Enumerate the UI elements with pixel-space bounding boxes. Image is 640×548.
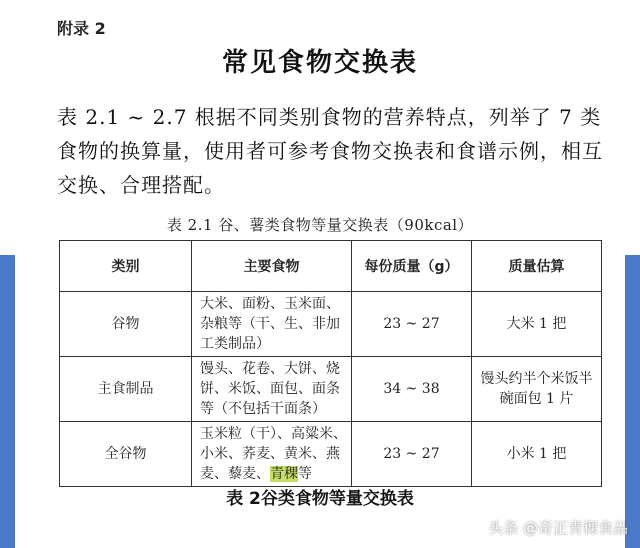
page-title: 常见食物交换表 xyxy=(221,48,418,78)
cell-weight: 34 ~ 38 xyxy=(352,357,472,422)
cell-weight: 23 ~ 27 xyxy=(352,422,472,487)
cell-estimate: 小米 1 把 xyxy=(472,422,602,487)
intro-paragraph: 表 2.1 ~ 2.7 根据不同类别食物的营养特点，列举了 7 类食物的换算量，使用者可参考食物交换表和食谱示例，相互交换、合理搭配。 xyxy=(57,105,603,197)
table-row xyxy=(60,292,602,357)
food-exchange-table xyxy=(59,240,602,487)
document-page xyxy=(15,0,625,548)
cell-category: 主食制品 xyxy=(60,357,192,422)
appendix-label: 附录 2 xyxy=(57,19,106,38)
highlighted-word: 青稞 xyxy=(270,466,298,482)
header-foods: 主要食物 xyxy=(192,241,352,292)
watermark: 头条 @奇正青稞食品 xyxy=(488,519,628,537)
table-header-row xyxy=(60,241,602,292)
cell-foods: 馒头、花卷、大饼、烧饼、米饭、面包、面条等（不包括干面条） xyxy=(192,357,352,422)
table-row xyxy=(60,422,602,487)
bottom-caption: 表 2谷类食物等量交换表 xyxy=(226,489,414,509)
foods-text-suffix: 等 xyxy=(298,466,312,482)
cell-foods xyxy=(192,422,352,487)
header-weight: 每份质量（g） xyxy=(352,241,472,292)
table-row xyxy=(60,357,602,422)
cell-estimate: 大米 1 把 xyxy=(472,292,602,357)
cell-weight: 23 ~ 27 xyxy=(352,292,472,357)
foods-text: 玉米粒（干）、高粱米、小米、荞麦、黄米、燕麦、藜麦、 xyxy=(200,426,347,482)
cell-category: 全谷物 xyxy=(60,422,192,487)
cell-foods: 大米、面粉、玉米面、杂粮等（干、生、非加工类制品） xyxy=(192,292,352,357)
table-caption: 表 2.1 谷、薯类食物等量交换表（90kcal） xyxy=(166,216,474,234)
cell-estimate: 馒头约半个米饭半碗面包 1 片 xyxy=(472,357,602,422)
cell-category: 谷物 xyxy=(60,292,192,357)
header-estimate: 质量估算 xyxy=(472,241,602,292)
header-category: 类别 xyxy=(60,241,192,292)
